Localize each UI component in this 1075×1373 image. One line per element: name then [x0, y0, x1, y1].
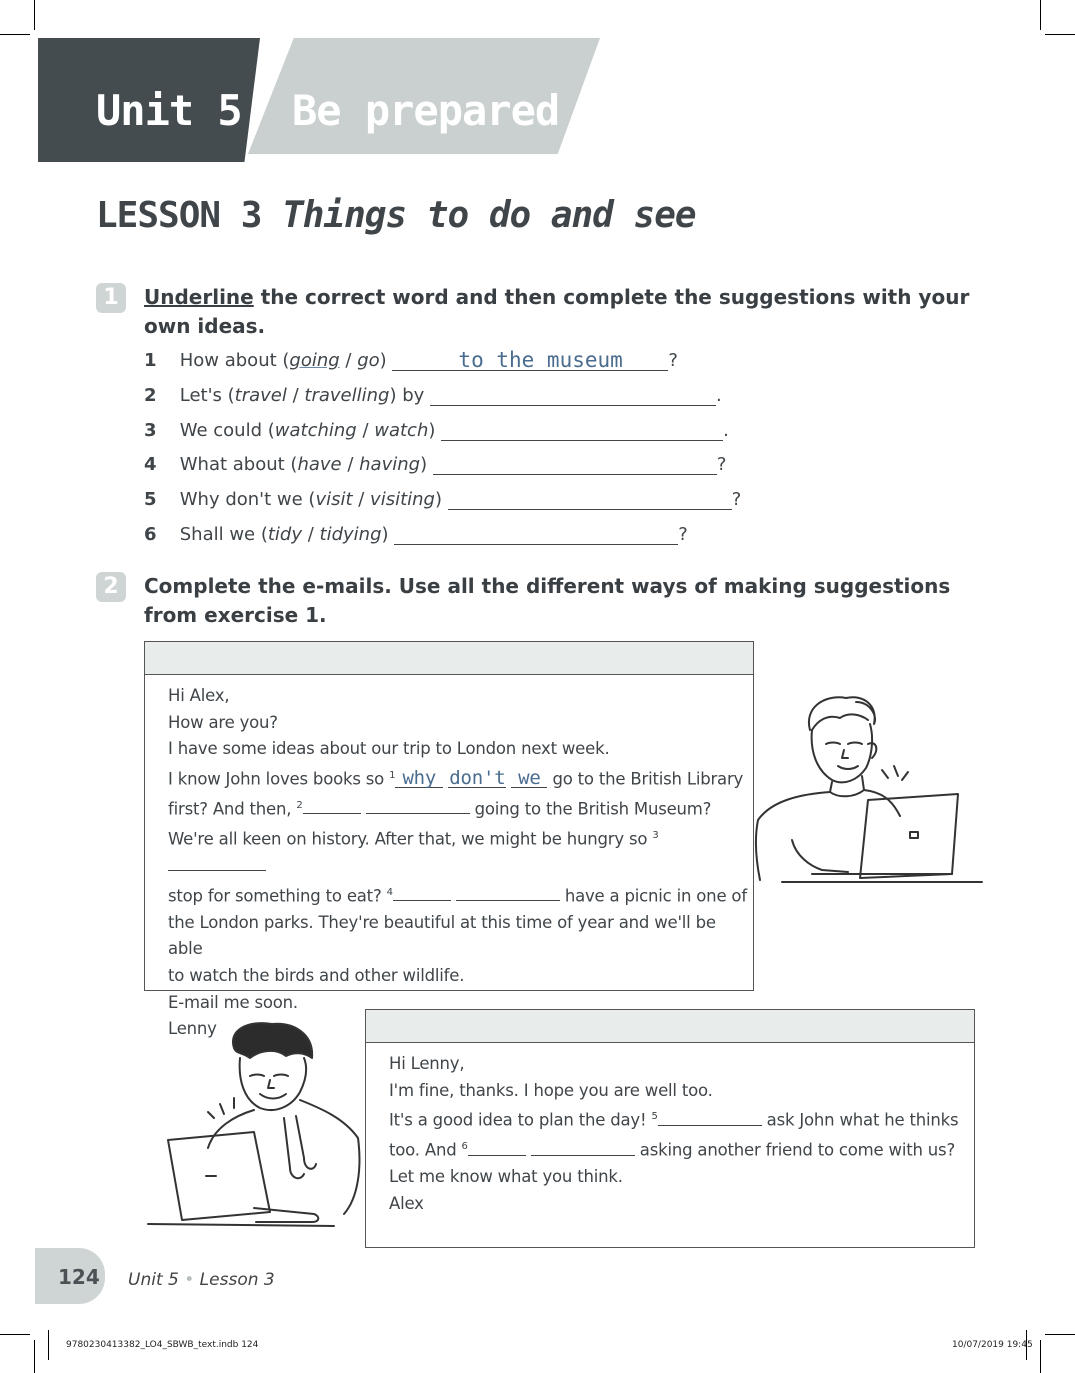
answer-blank[interactable]	[366, 797, 470, 814]
exercise-2-instruction: Complete the e-mails. Use all the different ways of making suggestions from exercise 1.	[144, 574, 951, 627]
email-header-bar	[145, 642, 753, 675]
option-choice[interactable]: watching	[274, 420, 357, 441]
option-choice[interactable]: visit	[315, 489, 353, 510]
email-header-bar	[366, 1010, 974, 1043]
answer-line[interactable]	[394, 524, 678, 545]
lesson-label: LESSON 3	[96, 195, 262, 236]
crop-mark	[1040, 1340, 1041, 1373]
option-choice[interactable]: tidy	[267, 524, 303, 545]
print-date-info: 10/07/2019 19:45	[952, 1340, 1033, 1350]
crop-mark	[34, 1340, 35, 1373]
option-choice[interactable]: travelling	[304, 385, 390, 406]
crop-mark	[1040, 0, 1041, 30]
option-choice[interactable]: travel	[234, 385, 287, 406]
answer-blank[interactable]	[531, 1139, 635, 1156]
exercise-1-item: 4 What about (have / having) ?	[144, 454, 727, 475]
email-box-1	[144, 641, 754, 1039]
print-file-info: 9780230413382_LO4_SBWB_text.indb 124	[66, 1340, 259, 1350]
email-body: Hi Lenny, I'm fine, thanks. I hope you are well too. It's a good idea to plan the day! $^5$ ask John what he thinks too. And $^6$ asking another friend to come with us? Let me know what you think. Alex	[389, 1054, 959, 1213]
exercise-1-item: 2 Let's (travel / travelling) by .	[144, 385, 722, 406]
option-choice[interactable]: watch	[374, 420, 429, 441]
crop-mark	[1045, 1334, 1075, 1335]
boy-laptop-illustration	[752, 690, 984, 890]
crop-mark	[34, 0, 35, 30]
answer-line[interactable]	[433, 454, 717, 475]
answer-line[interactable]	[448, 489, 732, 510]
lesson-heading	[96, 195, 696, 236]
handwritten-answer: to the museum	[458, 348, 623, 372]
underline-keyword: Underline	[144, 285, 254, 309]
option-choice[interactable]: visiting	[370, 489, 435, 510]
option-choice[interactable]: tidying	[319, 524, 382, 545]
exercise-1-item: 3 We could (watching / watch) .	[144, 420, 729, 441]
exercise-1-item: 6 Shall we (tidy / tidying) ?	[144, 524, 688, 545]
option-choice[interactable]: go	[357, 350, 380, 371]
crop-mark	[48, 1330, 49, 1360]
footer-lesson-label: Unit 5 • Lesson 3	[128, 1270, 275, 1290]
email-body: Hi Alex, How are you? I have some ideas about our trip to London next week. I know John loves books so $^1$ why don't we go to the British Library first? And then, $^2$ going to the British Museum? We're all keen on history. After that, we might be hungry so $^3$ stop for something to eat? $^4$ have a picnic in one of the London parks. They're beautiful at this time of year and we'll be able to watch the birds and other wildlife. E-mail me soon. Lenny	[168, 686, 747, 1039]
unit-title: Be prepared	[292, 86, 560, 135]
answer-blank[interactable]	[468, 1139, 526, 1156]
exercise-number-badge: 2	[96, 572, 126, 602]
answer-line[interactable]	[430, 385, 716, 406]
crop-mark	[0, 34, 30, 35]
lesson-title: Things to do and see	[282, 195, 696, 236]
exercise-1-instruction: Underline the correct word and then complete the suggestions with your own ideas.	[144, 285, 970, 338]
exercise-1-item: 5 Why don't we (visit / visiting) ?	[144, 489, 742, 510]
answer-line[interactable]	[441, 420, 723, 441]
answer-blank[interactable]: don't	[449, 767, 506, 790]
answer-blank[interactable]	[658, 1109, 762, 1126]
unit-label: Unit 5	[96, 86, 242, 135]
answer-line[interactable]	[392, 350, 668, 371]
answer-blank[interactable]	[456, 884, 560, 901]
answer-blank[interactable]	[168, 854, 266, 871]
crop-mark	[0, 1334, 30, 1335]
answer-blank[interactable]: why	[395, 771, 443, 788]
option-choice[interactable]: going	[289, 350, 340, 371]
option-choice[interactable]: have	[297, 454, 342, 475]
exercise-number-badge: 1	[96, 283, 126, 313]
crop-mark	[1045, 34, 1075, 35]
boy-laptop-illustration	[144, 1018, 366, 1232]
email-box-2	[365, 1009, 975, 1248]
exercise-1-item: 1 How about (going / go) to the museum ?	[144, 348, 678, 372]
answer-blank[interactable]	[393, 884, 451, 901]
option-choice[interactable]: having	[359, 454, 421, 475]
page-number: 124	[58, 1265, 100, 1289]
answer-blank[interactable]	[303, 797, 361, 814]
answer-blank[interactable]: we	[511, 771, 547, 788]
